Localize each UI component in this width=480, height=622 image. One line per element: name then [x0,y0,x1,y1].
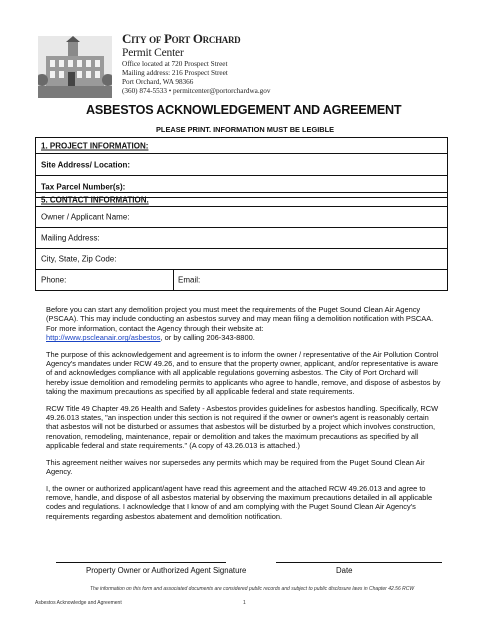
owner-name-label: Owner / Applicant Name: [41,212,130,222]
email-label: Email: [178,275,201,285]
owner-name-field[interactable] [36,206,447,227]
signature-line[interactable] [56,562,226,563]
mailing-address-label: Mailing Address: [41,233,100,243]
site-address-field[interactable] [36,153,447,175]
letterhead [122,32,270,96]
paragraph-pscaa [46,305,442,343]
document-title: ASBESTOS ACKNOWLEDGEMENT AND AGREEMENT [86,103,402,117]
paragraph-pscaa-tail: , or by calling 206-343-8800. [160,333,255,343]
city-name: City of Port Orchard [122,31,241,46]
paragraph-permits: This agreement neither waives nor supersedes any permits which may be required from the Puget Sound Clean Air Agency. [46,457,425,477]
date-line[interactable] [276,562,442,563]
contact-heading-row [36,193,447,206]
paragraph-acknowledgement: I, the owner or authorized applicant/agent have read this agreement and the attached RCW 49.26.013 and agree to remove, handle, and dispose of all asbestos material by observing the maximum precautions detailed in all applicable codes and regulations. I acknowledge that I know of and am complying with the Puget Sound Clean Air Agency's requirements regarding asbestos abatement and demolition notification. [46,483,433,521]
phone-email-row[interactable] [36,269,447,290]
date-label: Date [336,566,353,575]
city-hall-building-icon [38,36,112,98]
paragraph-pscaa-text: Before you can start any demolition project you must meet the requirements of the Puget Sound Clean Air Agency (PSCAA). This may include conducting an asbestos survey and may mean filing a demolition notification with PSCAA. For more information, contact the Agency through their website at: [46,305,434,333]
contact-information-section [35,192,448,291]
address-line-3: Port Orchard, WA 98366 [122,78,194,86]
phone-label: Phone: [41,275,67,285]
contact-heading: 5. CONTACT INFORMATION. [41,195,149,204]
footer-document-name: Asbestos Acknowledge and Agreement [35,600,122,606]
paragraph-purpose: The purpose of this acknowledgement and agreement is to inform the owner / representative of the Air Pollution Control Agency's mandates under RCW 49.26, and to ensure that the property owner, applicant, and/or representative is aware of and acknowledges compliance with all applicable regulations governing asbestos. The City of Port Orchard will hereby issue demolition and remodeling permits to applicants who agree to handle, remove, and dispose of asbestos by taking the maximum precautions as specified by all applicable federal and state requirements. [46,349,441,397]
city-state-zip-label: City, State, Zip Code: [41,254,117,264]
contact-line: (360) 874-5533 • permitcenter@portorchardwa.gov [122,87,271,95]
mailing-address-field[interactable] [36,227,447,248]
agreement-body [46,305,442,528]
city-state-zip-field[interactable] [36,248,447,269]
pscaa-asbestos-link[interactable]: http://www.pscleanair.org/asbestos [46,333,161,343]
public-records-disclaimer: The information on this form and associated documents are considered public records and subject to public disclosure laws in Chapter 42.56 RCW [90,586,415,592]
address-line-2: Mailing address: 216 Prospect Street [122,69,228,77]
project-information-section [35,137,448,198]
project-heading: 1. PROJECT INFORMATION: [41,141,149,150]
department-name: Permit Center [122,47,184,59]
phone-email-divider [173,270,174,290]
signature-label: Property Owner or Authorized Agent Signature [86,566,247,575]
address-line-1: Office located at 720 Prospect Street [122,60,228,68]
paragraph-rcw: RCW Title 49 Chapter 49.26 Health and Safety - Asbestos provides guidelines for asbestos handling. Specifically, RCW 49.26.013 states, "an inspection under this section is not required if the owner or owner's agent is reasonably certain that asbestos will not be disturbed or assumes that asbestos will be disturbed by a project which involves construction, renovation, remodeling, maintenance, repair or demolition and takes the maximum precautions as specified by all applicable federal and state requirements." (A copy of 43.26.013 is attached.) [46,403,439,451]
print-note: PLEASE PRINT. INFORMATION MUST BE LEGIBLE [156,125,335,134]
project-heading-row [36,138,447,153]
tax-parcel-label: Tax Parcel Number(s): [41,182,126,191]
footer-page-number: 1 [243,600,246,606]
site-address-label: Site Address/ Location: [41,160,131,169]
